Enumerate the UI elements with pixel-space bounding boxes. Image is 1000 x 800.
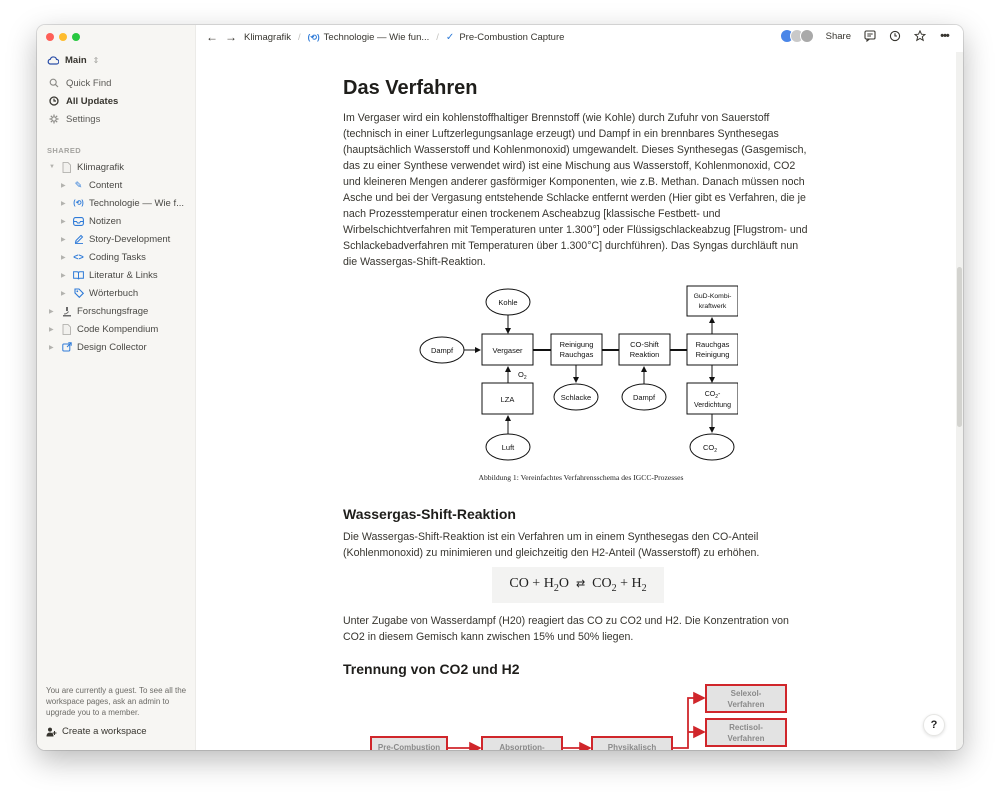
chevron-right-icon[interactable]: ▶ [61, 236, 66, 243]
microscope-icon [61, 306, 72, 317]
reaction-paragraph: Unter Zugabe von Wasserdampf (H20) reagiert das CO zu CO2 und H2. Die Konzentration von CO2 in diesem Gemisch kann zwischen 15% und 50% liegen. [343, 615, 789, 643]
section-label-shared: SHARED [47, 146, 82, 155]
tree-item-notizen[interactable] [61, 214, 121, 228]
wassergas-paragraph: Die Wassergas-Shift-Reaktion ist ein Verfahren um in einem Synthesegas den CO-Anteil (Kohlenmonoxid) zu minimieren und gleichzeitig den H2-Anteil (Wasserstoff) zu erhöhen. [343, 531, 760, 559]
tree-item-label: Coding Tasks [89, 251, 146, 263]
sidebar-item-all-updates[interactable] [49, 94, 118, 108]
document [343, 77, 813, 276]
sidebar [37, 25, 196, 750]
node-co2-label: $CO_2$ [702, 443, 718, 454]
chevron-right-icon[interactable]: ▶ [61, 182, 66, 189]
page-icon [61, 324, 72, 335]
create-workspace-button[interactable] [46, 726, 146, 737]
workspace-name: Main [65, 55, 87, 66]
section-heading-wassergas: Wassergas-Shift-Reaktion [343, 506, 516, 522]
history-icon[interactable] [888, 30, 901, 43]
chevron-right-icon[interactable]: ▶ [49, 308, 54, 315]
external-link-icon [61, 342, 72, 353]
node-luft-label: Luft [501, 443, 515, 452]
breadcrumb [206, 31, 564, 43]
tree-item-label: Content [89, 179, 123, 191]
section-wassergas [343, 506, 813, 684]
pencil-icon [73, 234, 84, 245]
close-window-button[interactable] [46, 33, 54, 41]
node-co2-verdichtung [687, 383, 738, 414]
tree-item-label: Code Kompendium [77, 323, 159, 335]
sidebar-item-label: All Updates [66, 95, 119, 107]
scrollbar-thumb[interactable] [957, 267, 962, 427]
guest-notice: You are currently a guest. To see all the workspace pages, ask an admin to upgrade you to a member. [46, 686, 187, 717]
maximize-window-button[interactable] [72, 33, 80, 41]
chevron-right-icon[interactable]: ▶ [61, 254, 66, 261]
box-label: Physikalisch [607, 743, 657, 752]
checkmark-icon: ✓ [445, 31, 455, 43]
tree-item-technologie[interactable] [61, 196, 184, 210]
comment-icon[interactable] [863, 30, 876, 43]
arrow-physikalisch-selexol [672, 698, 704, 748]
breadcrumb-label: Pre-Combustion Capture [459, 31, 565, 43]
node-co-shift-label-2: Reaktion [629, 350, 660, 359]
chevron-right-icon[interactable]: ▶ [49, 326, 54, 333]
search-icon [49, 78, 59, 88]
node-kohle-label: Kohle [498, 298, 518, 307]
top-bar-actions [780, 29, 951, 43]
igcc-process-diagram [418, 281, 738, 486]
tag-icon [73, 288, 84, 299]
tree-item-content[interactable] [61, 178, 122, 192]
book-icon [73, 270, 84, 281]
intro-paragraph: Im Vergaser wird ein kohlenstoffhaltiger Brennstoff (wie Kohle) durch Zufuhr von Sauerstoff (technisch in einer Luftzerlegungsanlage erzeugt) und Dampf in ein brennbares Synthesegas (hauptsächlich Wasserstoff und Kohlenmonoxid) umgewandelt. Dieses Synthesegas (Gasgemisch, das zu einer Synthese verwendet wird) ist eine Mischung aus Wasserstoff, Kohlenmonoxid, CO2 und kleineren Mengen anderer gasförmiger Komponenten, wie z.B. Methan. Danach müssen noch Asche und bei der Vergasung entstehende Schlacke entfernt werden (Hier gibt es Verfahren, die je nach Prozesstemperatur einen trockenem Ascheabzug [klassische Festbett- und Wirbelschichtverfahren mit Temperaturen unter 1.300°] oder Flüssigschlackeabzug [Flugstrom- und Schlackebadverfahren mit Temperaturen über 1.300°C] durchführen). Das Syngas durchläuft nun die Wassergas-Shift-Reaktion. [343, 112, 808, 268]
tree-item-story-development[interactable] [61, 232, 170, 246]
breadcrumb-item-klimagrafik[interactable]: Klimagrafik [244, 31, 291, 43]
node-schlacke-label: Schlacke [560, 393, 592, 402]
sidebar-item-label: Settings [66, 113, 101, 125]
tree-item-label: Klimagrafik [77, 161, 124, 173]
chevron-right-icon[interactable]: ▶ [61, 218, 66, 225]
avatar[interactable] [800, 29, 814, 43]
help-button[interactable]: ? [923, 714, 945, 736]
equation: CO + $H_2O$ ⇄ $CO_2 + H_2$ [509, 576, 647, 594]
tree-item-woerterbuch[interactable] [61, 286, 138, 300]
tree-item-label: Story-Development [89, 233, 171, 245]
node-gud-label-2: kraftwerk [698, 303, 727, 310]
tree-item-forschungsfrage[interactable] [49, 304, 148, 318]
page-title: Das Verfahren [343, 77, 478, 99]
tree-item-klimagrafik[interactable] [49, 160, 124, 174]
tree-item-literatur-links[interactable] [61, 268, 158, 282]
sidebar-item-label: Quick Find [66, 77, 112, 89]
top-bar [196, 25, 963, 51]
chevron-right-icon[interactable]: ▶ [61, 272, 66, 279]
box-label: Pre-Combustion [377, 743, 441, 752]
tree-item-code-kompendium[interactable] [49, 322, 158, 336]
minimize-window-button[interactable] [59, 33, 67, 41]
node-rauchgas-label-1: Rauchgas [695, 340, 730, 349]
separation-diagram [366, 680, 806, 750]
breadcrumb-label: Technologie — Wie fun... [323, 31, 430, 43]
share-button[interactable]: Share [825, 30, 851, 42]
clock-icon [49, 96, 59, 106]
gear-icon [49, 114, 59, 124]
node-gud-label-1: GuD-Kombi- [693, 293, 732, 300]
brush-icon: ✎ [74, 179, 83, 190]
chevron-updown-icon: ⇕ [92, 56, 100, 65]
node-co-shift-label-1: CO-Shift [630, 340, 659, 349]
chevron-down-icon[interactable]: ▼ [49, 164, 55, 170]
node-gud-kraftwerk [687, 286, 738, 316]
code-icon: <> [73, 252, 84, 262]
people-add-icon [46, 727, 57, 737]
inbox-icon [73, 216, 84, 227]
tree-item-label: Literatur & Links [89, 269, 158, 281]
page-icon [61, 162, 72, 173]
label-o2: $O_2$ [518, 370, 527, 381]
equation-block [492, 567, 664, 603]
node-lza-label: LZA [500, 395, 515, 404]
sidebar-item-quick-find[interactable] [49, 76, 111, 90]
tree-item-label: Forschungsfrage [77, 305, 149, 317]
more-icon[interactable]: ••• [940, 30, 949, 42]
node-vergaser-label: Vergaser [492, 346, 523, 355]
window-controls [46, 33, 80, 41]
back-arrow-icon[interactable]: ← [206, 30, 218, 44]
chevron-right-icon[interactable]: ▶ [49, 344, 54, 351]
box-label: Rectisol- [729, 723, 763, 732]
node-reinigung-label-1: Reinigung [559, 340, 594, 349]
scrollbar-track[interactable] [956, 52, 963, 750]
node-dampf-1-label: Dampf [430, 346, 454, 355]
box-label: Selexol- [730, 689, 762, 698]
node-co2-verdichtung-label-2: Verdichtung [694, 402, 731, 409]
breadcrumb-item-current[interactable] [446, 32, 564, 43]
tree-item-label: Design Collector [77, 341, 147, 353]
app-window [37, 25, 963, 750]
tree-item-label: Wörterbuch [89, 287, 139, 299]
create-workspace-label: Create a workspace [62, 726, 147, 737]
tree-item-design-collector[interactable] [49, 340, 147, 354]
sidebar-item-settings[interactable] [49, 112, 100, 126]
collaborator-avatars[interactable] [780, 29, 814, 43]
node-reinigung-label-2: Rauchgas [559, 350, 594, 359]
box-label: Verfahren [727, 700, 765, 709]
node-dampf-2-label: Dampf [632, 393, 656, 402]
cloud-icon [47, 56, 59, 65]
figure-caption: Abbildung 1: Vereinfachtes Verfahrensschema des IGCC-Prozesses [478, 473, 684, 482]
box-label: Verfahren [727, 734, 765, 743]
workspace-switcher[interactable] [47, 55, 99, 66]
code-sync-icon: (⟲) [307, 32, 320, 42]
chevron-right-icon[interactable]: ▶ [61, 290, 66, 297]
box-label: Absorption- [499, 743, 545, 752]
tree-item-label: Notizen [89, 215, 122, 227]
code-sync-icon: (⟲) [73, 200, 84, 207]
node-rauchgas-label-2: Reinigung [695, 350, 730, 359]
breadcrumb-item-technologie[interactable] [308, 32, 430, 43]
main-content [196, 25, 963, 750]
breadcrumb-separator: / [436, 31, 439, 43]
star-icon[interactable] [913, 30, 926, 43]
tree-item-label: Technologie — Wie f... [89, 197, 185, 209]
node-co2-verdichtung-label-1: $CO_2-$ [704, 391, 721, 400]
breadcrumb-separator: / [298, 31, 301, 43]
forward-arrow-icon[interactable]: → [225, 30, 237, 44]
chevron-right-icon[interactable]: ▶ [61, 200, 66, 207]
tree-item-coding-tasks[interactable] [61, 250, 146, 264]
section-heading-trennung: Trennung von CO2 und H2 [343, 661, 520, 677]
